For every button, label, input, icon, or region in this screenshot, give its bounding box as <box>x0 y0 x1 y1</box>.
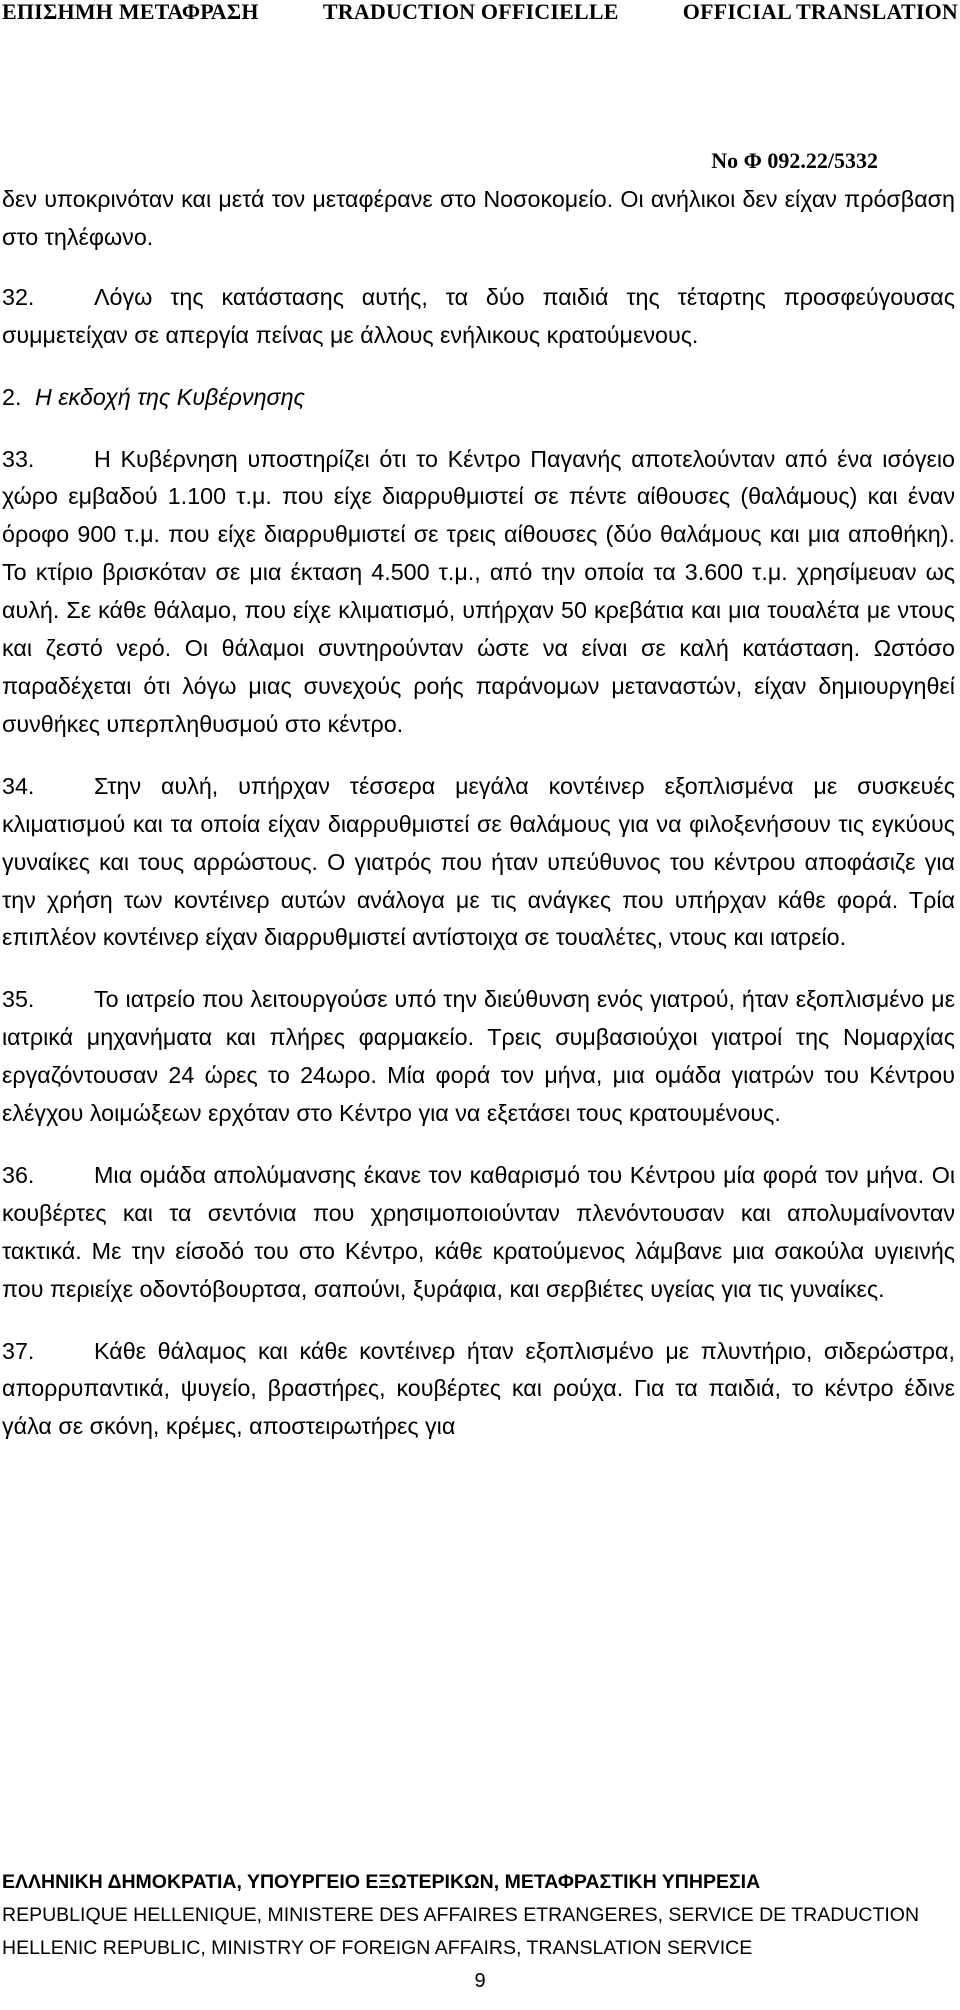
paragraph-number: 34. <box>2 772 35 799</box>
paragraph-33 <box>2 441 955 744</box>
paragraph-number: 35. <box>2 986 35 1013</box>
paragraph-34 <box>2 768 955 958</box>
section-heading <box>2 379 955 417</box>
footer-greek-authority: ΕΛΛΗΝΙΚΗ ΔΗΜΟΚΡΑΤΙΑ, ΥΠΟΥΡΓΕΙΟ ΕΞΩΤΕΡΙΚΩΝ, ΜΕΤΑΦΡΑΣΤΙΚΗ ΥΠΗΡΕΣΙΑ <box>2 1871 761 1893</box>
header-english-title: OFFICIAL TRANSLATION <box>682 0 958 24</box>
document-body <box>2 181 955 1446</box>
page-number: 9 <box>474 1970 486 1992</box>
paragraph-number: 32. <box>2 283 35 310</box>
paragraph-text: Κάθε θάλαμος και κάθε κοντέινερ ήταν εξοπλισμένο με πλυντήριο, σιδερώστρα, απορρυπαντικά, ψυγείο, βραστήρες, κουβέρτες και ρούχα. Για τα παιδιά, το κέντρο έδινε γάλα σε σκόνη, κρέμες, αποστειρωτήρες για <box>2 1337 955 1440</box>
header-french-title: TRADUCTION OFFICIELLE <box>322 0 619 24</box>
section-number: 2. <box>2 383 22 410</box>
paragraph-37 <box>2 1333 955 1447</box>
paragraph-number: 33. <box>2 445 35 472</box>
page-footer <box>2 1866 952 1965</box>
paragraph-32 <box>2 279 955 355</box>
paragraph-text: Μια ομάδα απολύμανσης έκανε τον καθαρισμό του Κέντρου μία φορά τον μήνα. Οι κουβέρτες και τα σεντόνια που χρησιμοποιούνταν πλενόντουσαν και απολυμαίνονταν τακτικά. Με την είσοδό του στο Κέντρο, κάθε κρατούμενος λάμβανε μια σακούλα υγιεινής που περιείχε οδοντόβουρτσα, σαπούνι, ξυράφια, και σερβιέτες υγείας για τις γυναίκες. <box>2 1161 955 1302</box>
document-reference-number: No Φ 092.22/5332 <box>711 148 878 173</box>
paragraph-number: 36. <box>2 1161 35 1188</box>
page-header <box>0 0 960 24</box>
paragraph-text: Στην αυλή, υπήρχαν τέσσερα μεγάλα κοντέινερ εξοπλισμένα με συσκευές κλιματισμού και τα οποία είχαν διαρρυθμιστεί σε θαλάμους για να φιλοξενήσουν τις εγκύους γυναίκες και τους αρρώστους. Ο γιατρός που ήταν υπεύθυνος του κέντρου αποφάσιζε για την χρήση των κοντέινερ αυτών ανάλογα με τις ανάγκες που υπήρχαν κάθε φορά. Τρία επιπλέον κοντέινερ είχαν διαρρυθμιστεί αντίστοιχα σε τουαλέτες, ντους και ιατρείο. <box>2 772 955 951</box>
paragraph-text: Το ιατρείο που λειτουργούσε υπό την διεύθυνση ενός γιατρού, ήταν εξοπλισμένο με ιατρικά μηχανήματα και πλήρες φαρμακείο. Τρεις συμβασιούχοι γιατροί της Νομαρχίας εργαζόντουσαν 24 ώρες το 24ωρο. Μία φορά τον μήνα, μια ομάδα γιατρών του Κέντρου ελέγχου λοιμώξεων ερχόταν στο Κέντρο για να εξετάσει τους κρατουμένους. <box>2 986 955 1127</box>
header-greek-title: ΕΠΙΣΗΜΗ ΜΕΤΑΦΡΑΣΗ <box>2 0 259 24</box>
paragraph-35 <box>2 981 955 1133</box>
paragraph-continuation <box>2 181 955 257</box>
paragraph-text: Η Κυβέρνηση υποστηρίζει ότι το Κέντρο Παγανής αποτελούνταν από ένα ισόγειο χώρο εμβαδού 1.100 τ.μ. που είχε διαρρυθμιστεί σε πέντε αίθουσες (θαλάμους) και έναν όροφο 900 τ.μ. που είχε διαρρυθμιστεί σε τρεις αίθουσες (δύο θαλάμους και μια αποθήκη). Το κτίριο βρισκόταν σε μια έκταση 4.500 τ.μ., από την οποία τα 3.600 τ.μ. χρησίμευαν ως αυλή. Σε κάθε θάλαμο, που είχε κλιματισμό, υπήρχαν 50 κρεβάτια και μια τουαλέτα με ντους και ζεστό νερό. Οι θάλαμοι συντηρούνταν ώστε να είναι σε καλή κατάσταση. Ωστόσο παραδέχεται ότι λόγω μιας συνεχούς ροής παράνομων μεταναστών, είχαν δημιουργηθεί συνθήκες υπερπληθυσμού στο κέντρο. <box>2 445 955 737</box>
paragraph-36 <box>2 1157 955 1309</box>
paragraph-text: δεν υποκρινόταν και μετά τον μεταφέρανε στο Νοσοκομείο. Οι ανήλικοι δεν είχαν πρόσβαση στο τηλέφωνο. <box>2 186 955 250</box>
footer-english-authority: HELLENIC REPUBLIC, MINISTRY OF FOREIGN AFFAIRS, TRANSLATION SERVICE <box>2 1937 753 1959</box>
paragraph-number: 37. <box>2 1337 35 1364</box>
footer-french-authority: REPUBLIQUE HELLENIQUE, MINISTERE DES AFFAIRES ETRANGERES, SERVICE DE TRADUCTION <box>2 1904 920 1926</box>
paragraph-text: Λόγω της κατάστασης αυτής, τα δύο παιδιά της τέταρτης προσφεύγουσας συμμετείχαν σε απεργία πείνας με άλλους ενήλικους κρατούμενους. <box>2 283 955 348</box>
section-title: Η εκδοχή της Κυβέρνησης <box>35 383 305 410</box>
